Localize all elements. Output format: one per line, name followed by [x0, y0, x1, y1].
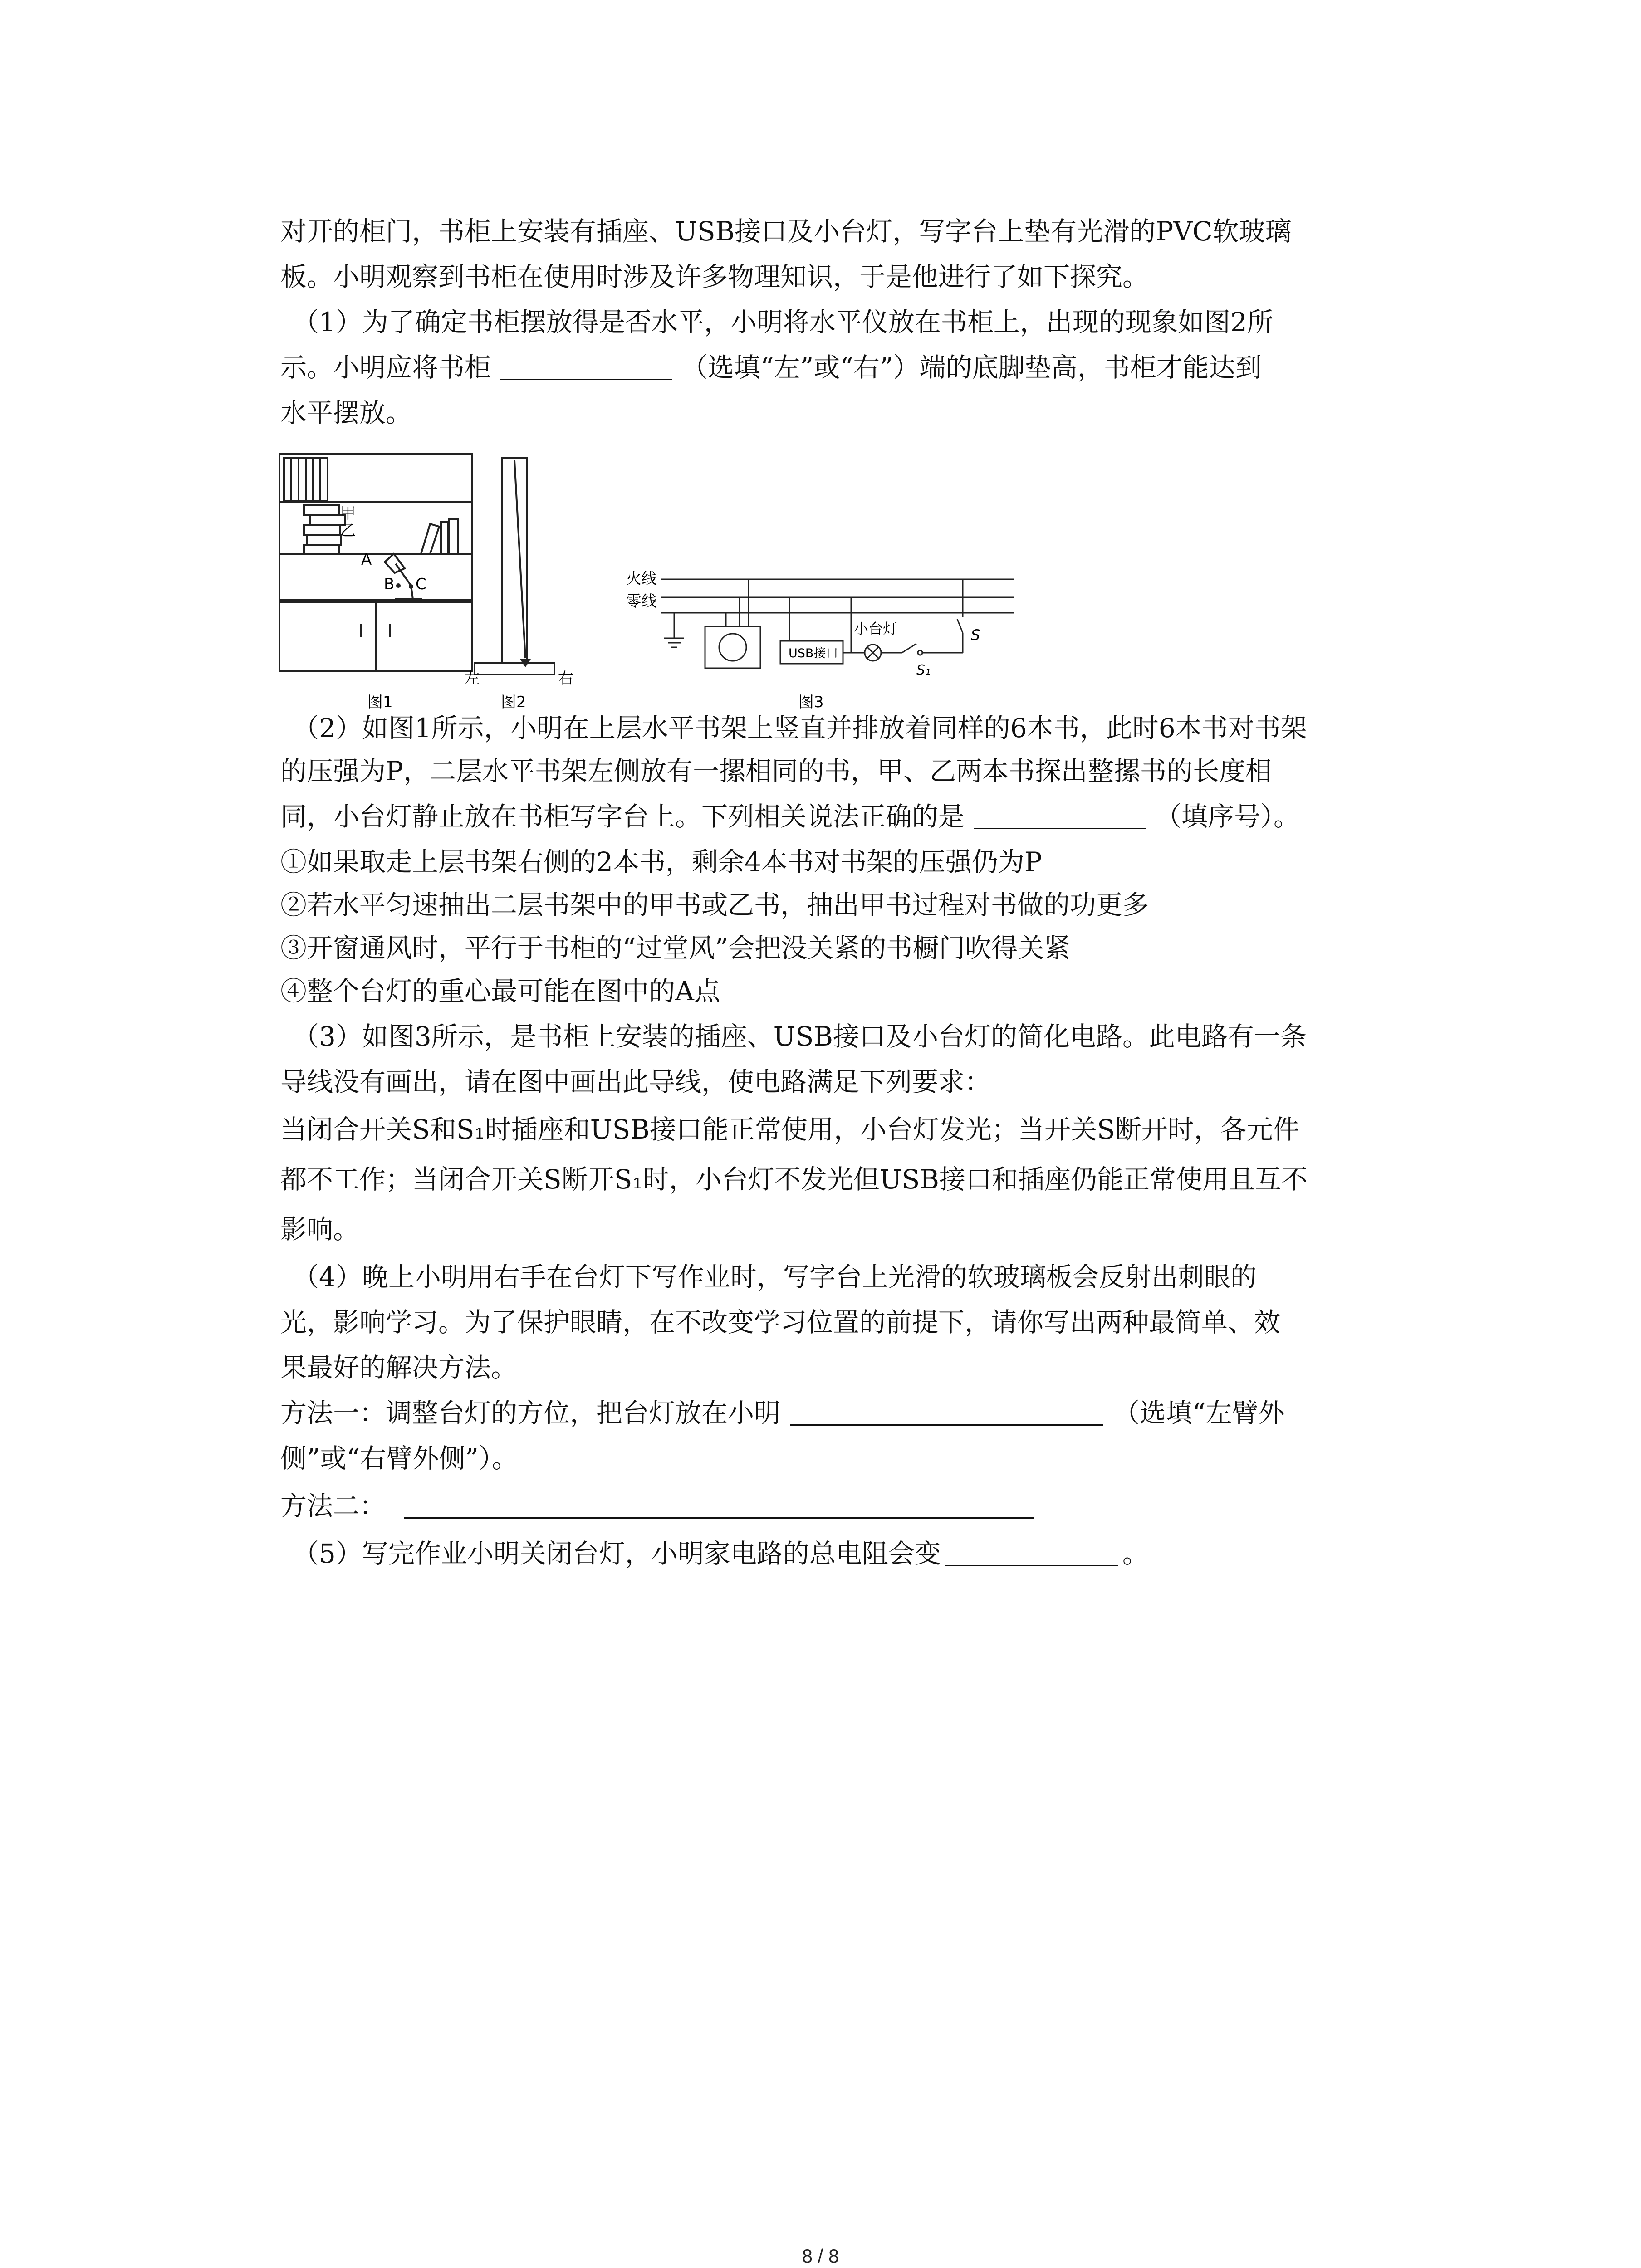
- q4-method-1-blank[interactable]: [790, 1399, 1103, 1426]
- intro-line-1: 对开的柜门，书柜上安装有插座、USB接口及小台灯，写字台上垫有光滑的PVC软玻璃: [280, 216, 1292, 247]
- q4-method-2: [280, 1488, 1034, 1524]
- q2-line-3: [280, 798, 1300, 835]
- q1-line-2-a: 示。小明应将书柜: [280, 352, 491, 383]
- label-live-wire: 火线: [626, 570, 657, 588]
- q5-line: [293, 1535, 1149, 1572]
- label-neutral-wire: 零线: [626, 592, 657, 611]
- label-usb: USB接口: [789, 646, 838, 660]
- q5-line-a: （5）写完作业小明关闭台灯，小明家电路的总电阻会变: [293, 1538, 941, 1569]
- figure-1-bookcase: [279, 454, 472, 671]
- label-lamp: 小台灯: [854, 620, 898, 637]
- q2-option-3: ③开窗通风时，平行于书柜的“过堂风”会把没关紧的书橱门吹得关紧: [280, 933, 1071, 963]
- q3-line-5: 影响。: [280, 1214, 360, 1245]
- q4-method-2-blank[interactable]: [404, 1492, 1034, 1519]
- q4-method-1: [280, 1395, 1285, 1431]
- page-number: 8 / 8: [802, 2245, 839, 2267]
- q1-line-1: （1）为了确定书柜摆放得是否水平，小明将水平仪放在书柜上，出现的现象如图2所: [293, 307, 1274, 337]
- q2-line-3-b: （填序号）。: [1155, 801, 1300, 832]
- q2-option-1: ①如果取走上层书架右侧的2本书，剩余4本书对书架的压强仍为P: [280, 846, 1042, 877]
- q4-method-1-a: 方法一：调整台灯的方位，把台灯放在小明: [280, 1398, 781, 1428]
- label-B: B: [384, 575, 395, 593]
- figure-2-level: [475, 458, 554, 675]
- q1-line-2-b: （选填“左”或“右”）端的底脚垫高，书柜才能达到: [681, 352, 1262, 383]
- label-jia: 甲: [340, 504, 356, 523]
- q2-line-1: （2）如图1所示，小明在上层水平书架上竖直并排放着同样的6本书，此时6本书对书架: [293, 713, 1307, 743]
- figure-1-caption: 图1: [367, 693, 393, 711]
- label-switch-s: S: [971, 626, 980, 644]
- figures-panel: [277, 451, 1021, 712]
- intro-line-2: 板。小明观察到书柜在使用时涉及许多物理知识，于是他进行了如下探究。: [280, 261, 1149, 292]
- label-right: 右: [558, 670, 573, 688]
- label-switch-s1: S₁: [916, 662, 931, 678]
- q4-method-2-label: 方法二：: [280, 1491, 386, 1521]
- q2-answer-blank[interactable]: [974, 802, 1146, 829]
- q2-line-2: 的压强为P，二层水平书架左侧放有一摞相同的书，甲、乙两本书探出整摞书的长度相: [280, 756, 1272, 787]
- q1-line-2: [280, 349, 1262, 386]
- q1-line-3: 水平摆放。: [280, 397, 412, 428]
- figure-3-caption: 图3: [798, 693, 824, 711]
- q5-answer-blank[interactable]: [945, 1540, 1118, 1566]
- label-C: C: [416, 575, 426, 593]
- q2-line-3-a: 同，小台灯静止放在书柜写字台上。下列相关说法正确的是: [280, 801, 965, 832]
- q4-method-1-cont: 侧”或“右臂外侧”）。: [280, 1443, 518, 1474]
- q3-line-1: （3）如图3所示，是书柜上安装的插座、USB接口及小台灯的简化电路。此电路有一条: [293, 1021, 1307, 1052]
- q3-line-3: 当闭合开关S和S₁时插座和USB接口能正常使用，小台灯发光；当开关S断开时，各元件: [280, 1114, 1299, 1145]
- label-left: 左: [465, 670, 480, 688]
- q2-option-2: ②若水平匀速抽出二层书架中的甲书或乙书，抽出甲书过程对书做的功更多: [280, 890, 1149, 920]
- q4-line-2: 光，影响学习。为了保护眼睛，在不改变学习位置的前提下，请你写出两种最简单、效: [280, 1307, 1281, 1338]
- figure-2-caption: 图2: [501, 693, 526, 711]
- q4-line-1: （4）晚上小明用右手在台灯下写作业时，写字台上光滑的软玻璃板会反射出刺眼的: [293, 1261, 1257, 1292]
- q3-line-4: 都不工作；当闭合开关S断开S₁时，小台灯不发光但USB接口和插座仍能正常使用且互不: [280, 1164, 1308, 1195]
- q4-line-3: 果最好的解决方法。: [280, 1352, 518, 1383]
- label-yi: 乙: [340, 522, 356, 540]
- q3-line-2: 导线没有画出，请在图中画出此导线，使电路满足下列要求：: [280, 1066, 991, 1097]
- q5-line-b: 。: [1122, 1538, 1149, 1569]
- q4-method-1-b: （选填“左臂外: [1113, 1398, 1285, 1428]
- label-A: A: [361, 551, 372, 569]
- q1-answer-blank[interactable]: [500, 353, 672, 380]
- q2-option-4: ④整个台灯的重心最可能在图中的A点: [280, 976, 720, 1007]
